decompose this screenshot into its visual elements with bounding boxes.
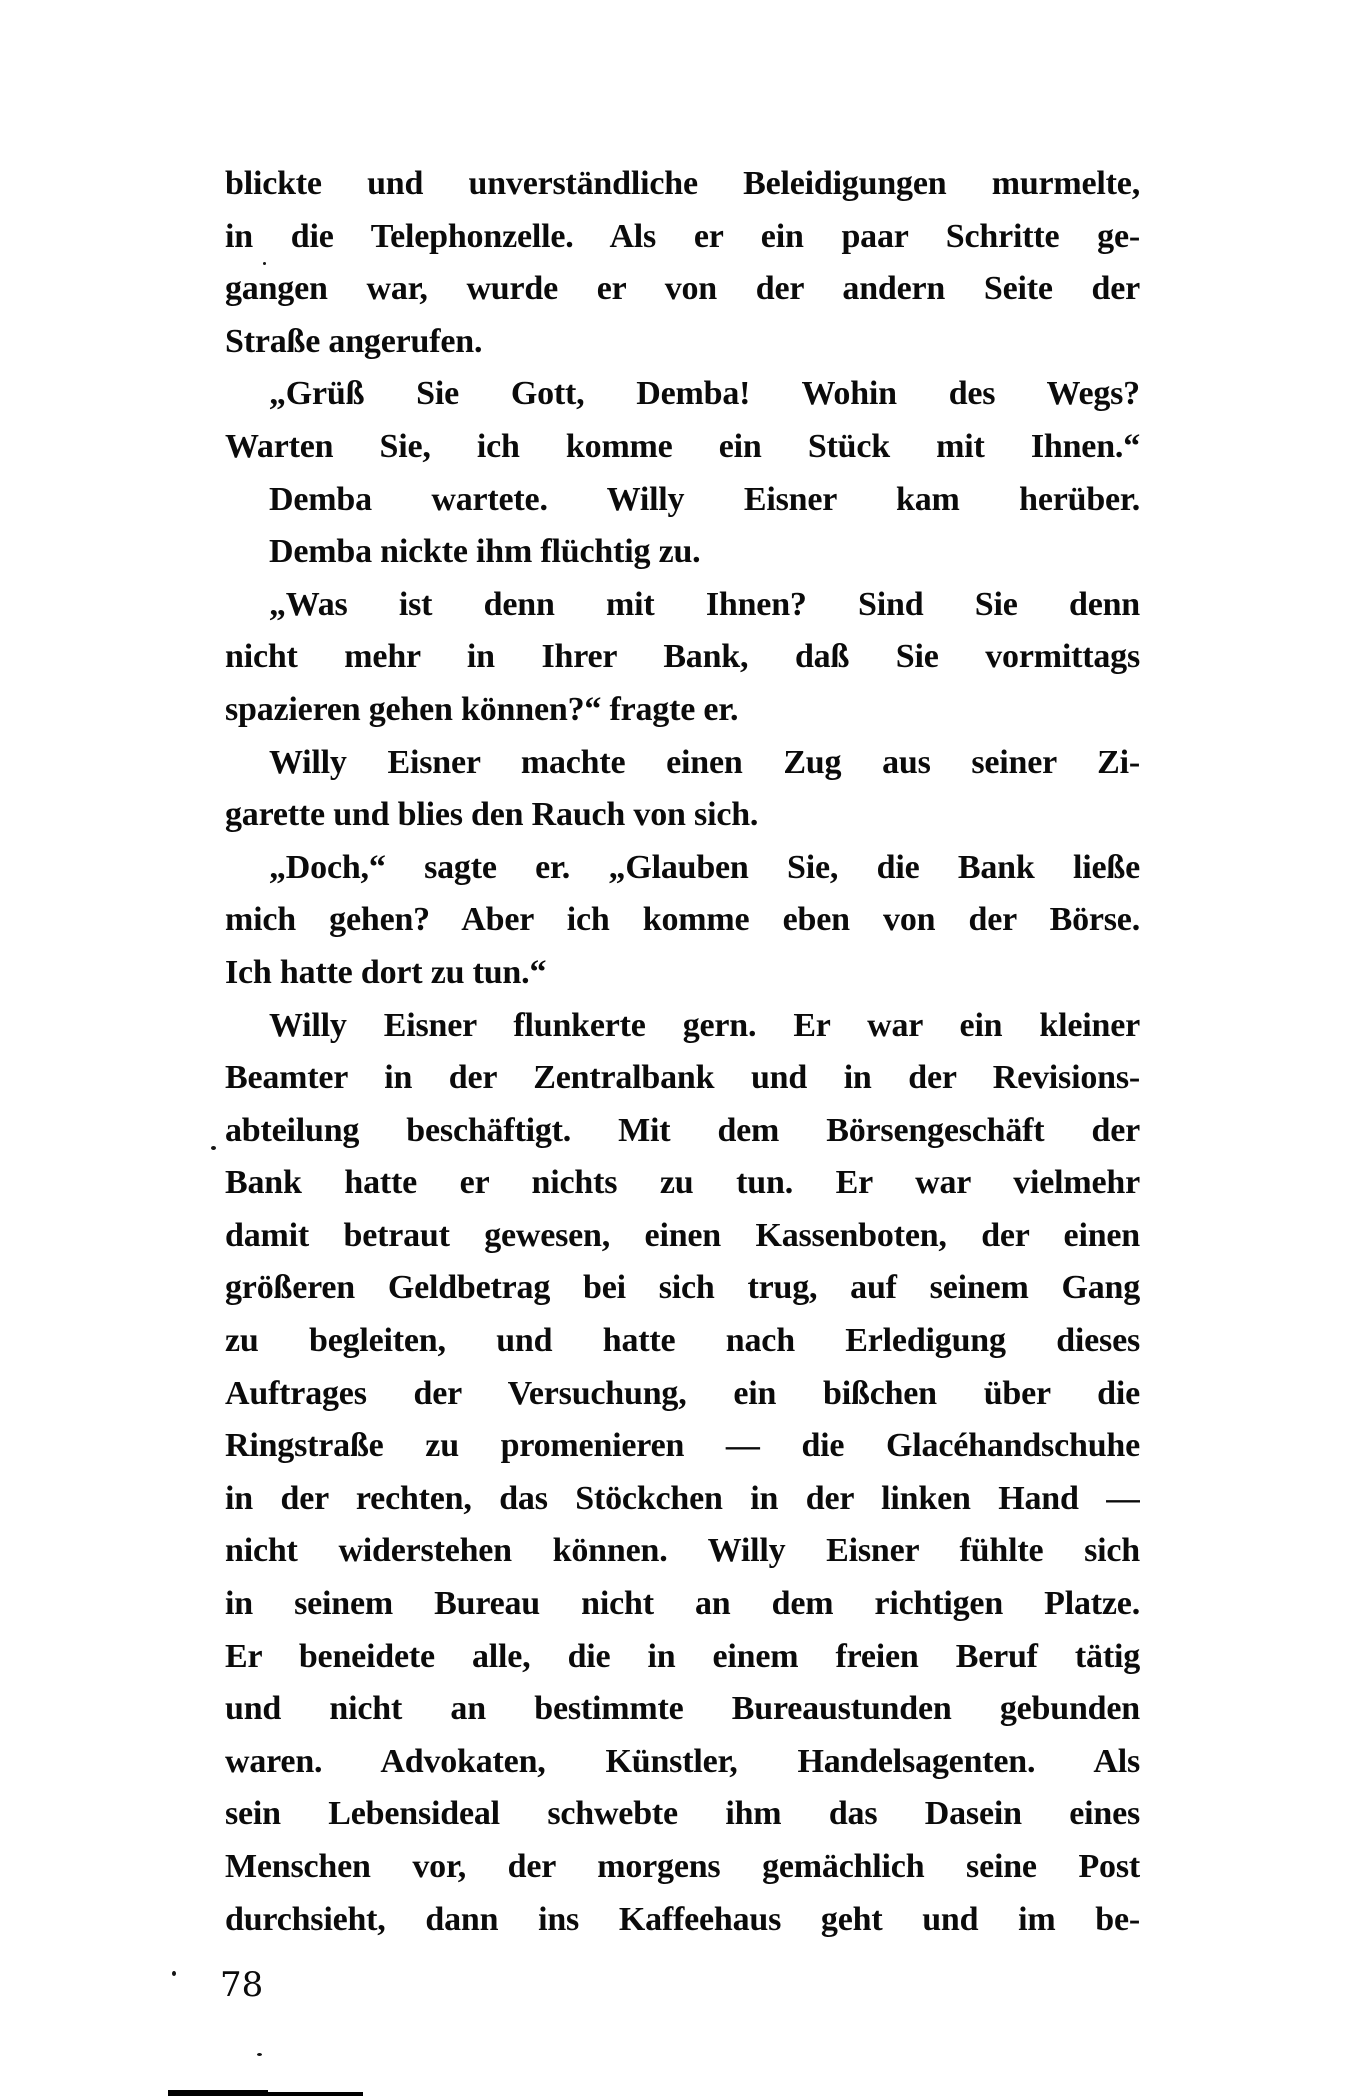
- text-line: nicht widerstehen können. Willy Eisner fühlte sich: [225, 1532, 1140, 1570]
- text-line: in seinem Bureau nicht an dem richtigen Platze.: [225, 1585, 1140, 1623]
- text-line: Menschen vor, der morgens gemächlich seine Post: [225, 1848, 1140, 1885]
- text-line: Ringstraße zu promenieren — die Glacéhandschuhe: [225, 1427, 1140, 1465]
- text-line: in die Telephonzelle. Als er ein paar Schritte ge-: [225, 217, 1140, 255]
- text-line: „Was ist denn mit Ihnen? Sind Sie denn: [269, 585, 1140, 623]
- text-line: „Grüß Sie Gott, Demba! Wohin des Wegs?: [269, 375, 1140, 413]
- text-line: waren. Advokaten, Künstler, Handelsagenten. Als: [225, 1742, 1140, 1780]
- text-line: und nicht an bestimmte Bureaustunden gebunden: [225, 1690, 1140, 1728]
- text-line: Beamter in der Zentralbank und in der Revisions-: [225, 1059, 1140, 1097]
- text-line: zu begleiten, und hatte nach Erledigung dieses: [225, 1322, 1140, 1360]
- text-line: sein Lebensideal schwebte ihm das Dasein eines: [225, 1795, 1140, 1833]
- text-line: Warten Sie, ich komme ein Stück mit Ihnen.“: [225, 427, 1140, 465]
- page-number: 78: [220, 1965, 264, 2005]
- text-line: nicht mehr in Ihrer Bank, daß Sie vormittags: [225, 638, 1140, 676]
- text-line: durchsieht, dann ins Kaffeehaus geht und im be-: [225, 1900, 1140, 1938]
- text-line: Er beneidete alle, die in einem freien Beruf tätig: [225, 1637, 1140, 1675]
- text-line: größeren Geldbetrag bei sich trug, auf seinem Gang: [225, 1269, 1140, 1307]
- scan-speck: [263, 262, 266, 265]
- text-line: mich gehen? Aber ich komme eben von der Börse.: [225, 901, 1140, 939]
- text-line: gangen war, wurde er von der andern Seite der: [225, 270, 1140, 308]
- scan-speck: [257, 2053, 262, 2056]
- text-line: damit betraut gewesen, einen Kassenboten, der einen: [225, 1216, 1140, 1254]
- text-line: Bank hatte er nichts zu tun. Er war vielmehr: [225, 1164, 1140, 1202]
- text-line: abteilung beschäftigt. Mit dem Börsengeschäft der: [225, 1111, 1140, 1149]
- scan-speck: [211, 1146, 216, 1150]
- text-line: „Doch,“ sagte er. „Glauben Sie, die Bank ließe: [269, 848, 1140, 886]
- text-line: blickte und unverständliche Beleidigungen murmelte,: [225, 165, 1140, 202]
- text-line: Auftrages der Versuchung, ein bißchen über die: [225, 1374, 1140, 1412]
- text-line: spazieren gehen können?“ fragte er.: [225, 690, 739, 728]
- scan-artifact-bar: [265, 2092, 363, 2096]
- text-line: Willy Eisner flunkerte gern. Er war ein kleiner: [269, 1006, 1140, 1044]
- text-line: Ich hatte dort zu tun.“: [225, 953, 547, 991]
- scan-artifact-bar: [168, 2090, 268, 2096]
- text-line: Willy Eisner machte einen Zug aus seiner Zi-: [269, 743, 1140, 781]
- scan-speck: [172, 1971, 176, 1976]
- text-line: garette und blies den Rauch von sich.: [225, 796, 759, 834]
- text-line: in der rechten, das Stöckchen in der linken Hand —: [225, 1479, 1140, 1517]
- text-line: Demba nickte ihm flüchtig zu.: [269, 533, 701, 571]
- text-block: [225, 158, 1140, 1946]
- text-line: Demba wartete. Willy Eisner kam herüber.: [269, 480, 1140, 518]
- text-line: Straße angerufen.: [225, 322, 483, 360]
